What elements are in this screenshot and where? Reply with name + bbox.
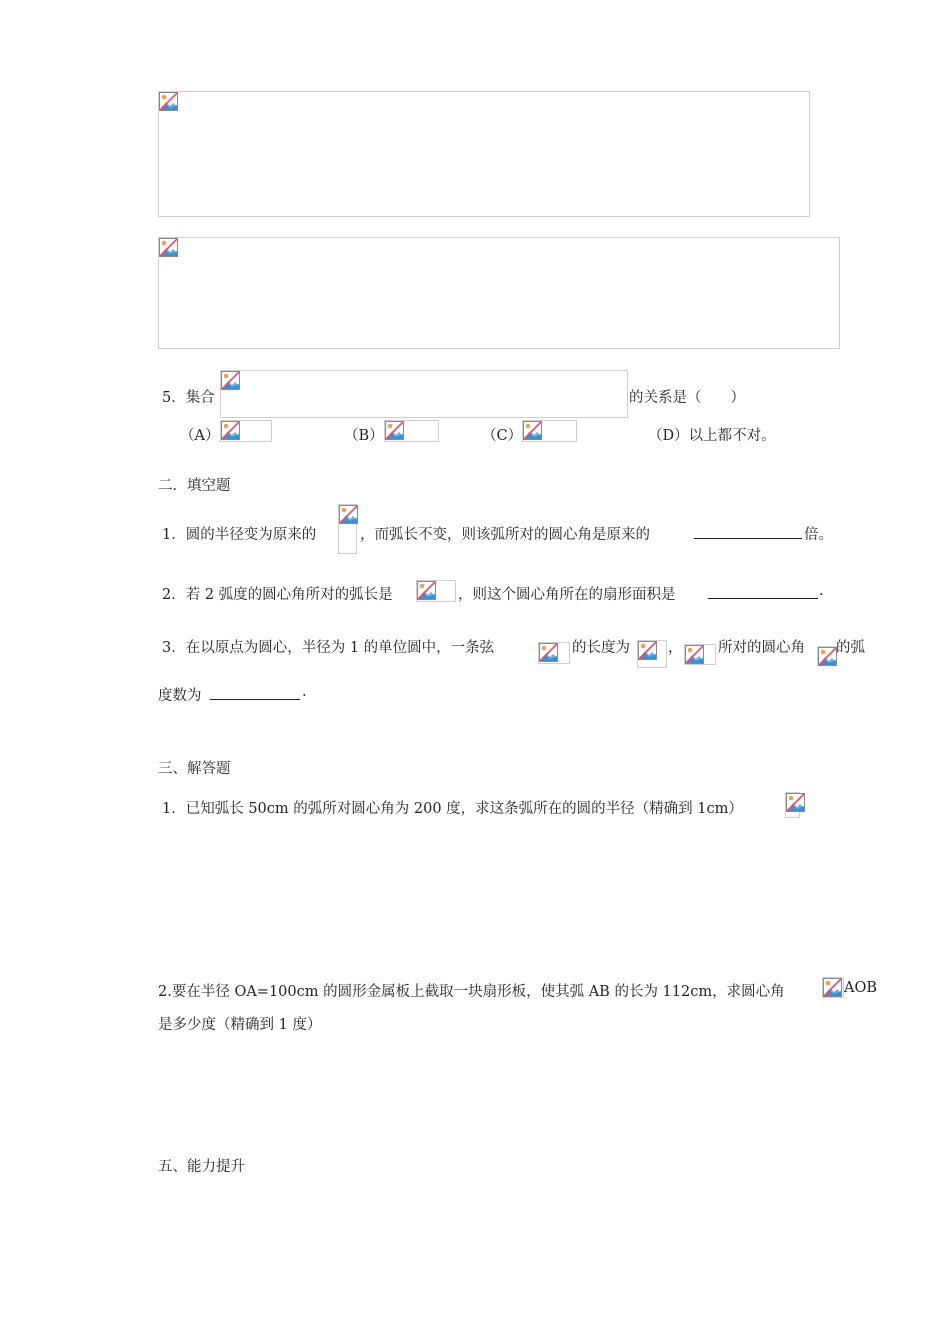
broken-image-icon xyxy=(685,645,704,664)
broken-image-icon xyxy=(417,581,436,600)
broken-image-icon xyxy=(221,371,240,390)
solve-q2-text-b: AOB xyxy=(844,980,878,996)
fill-q3-text-c: ， xyxy=(668,640,683,656)
broken-image-icon xyxy=(523,421,542,440)
broken-image-icon xyxy=(638,641,657,660)
fill-q3-text-b: 的长度为 xyxy=(572,640,630,656)
image-placeholder-1 xyxy=(158,91,810,217)
fill-q3-chord-image-2 xyxy=(684,644,716,665)
fill-q1-image xyxy=(338,504,357,554)
fill-q1-text-a: 1．圆的半径变为原来的 xyxy=(162,527,317,543)
q5-set-image xyxy=(220,370,628,418)
q5-option-c-image xyxy=(522,420,577,442)
q5-option-a-label: （A） xyxy=(180,428,220,444)
fill-q1-text-c: 倍。 xyxy=(804,527,833,543)
broken-image-icon xyxy=(385,421,404,440)
q5-option-a-image xyxy=(220,420,272,442)
broken-image-icon xyxy=(818,647,837,666)
solve-q1-text: 1．已知弧长 50cm 的弧所对圆心角为 200 度，求这条弧所在的圆的半径（精确到 1cm） xyxy=(162,801,743,817)
broken-image-icon xyxy=(539,643,558,662)
fill-q3-text-g: . xyxy=(302,684,307,700)
fill-q1-blank[interactable] xyxy=(694,524,802,539)
image-placeholder-2 xyxy=(158,237,840,349)
q5-option-d-label: （D）以上都不对。 xyxy=(648,428,776,444)
section3-title: 三、解答题 xyxy=(158,761,231,777)
broken-image-icon xyxy=(786,793,805,812)
fill-q2-text-a: 2．若 2 弧度的圆心角所对的弧长是 xyxy=(162,587,393,603)
solve-q2-text-c: 是多少度（精确到 1 度） xyxy=(158,1017,322,1033)
broken-image-icon xyxy=(221,421,240,440)
broken-image-icon xyxy=(823,978,842,997)
fill-q2-image xyxy=(416,580,456,602)
broken-image-icon xyxy=(339,505,358,524)
fill-q3-text-d: 所对的圆心角 xyxy=(718,640,805,656)
fill-q3-length-image xyxy=(637,640,667,668)
fill-q3-angle-image xyxy=(817,646,836,665)
fill-q3-text-a: 3．在以原点为圆心，半径为 1 的单位圆中，一条弦 xyxy=(162,640,495,656)
fill-q2-text-b: ，则这个圆心角所在的扇形面积是 xyxy=(458,587,676,603)
broken-image-icon xyxy=(159,92,178,111)
fill-q3-chord-image xyxy=(538,642,570,664)
q5-option-c-label: （C） xyxy=(482,428,523,444)
q5-option-b-label: （B） xyxy=(344,428,384,444)
solve-q2-text-a: 2.要在半径 OA=100cm 的圆形金属板上截取一块扇形板，使其弧 AB 的长为 112cm，求圆心角 xyxy=(158,984,785,1000)
fill-q3-blank[interactable] xyxy=(210,685,300,700)
solve-q2-angle-image xyxy=(822,977,844,998)
section5-title: 五、能力提升 xyxy=(158,1159,245,1175)
fill-q2-blank[interactable] xyxy=(708,584,818,599)
q5-prefix: 5．集合 xyxy=(162,390,215,406)
fill-q2-text-c: . xyxy=(819,583,824,599)
solve-q1-image xyxy=(785,792,800,818)
fill-q1-text-b: ，而弧长不变，则该弧所对的圆心角是原来的 xyxy=(360,527,650,543)
fill-q3-text-e: 的弧 xyxy=(836,640,865,656)
q5-option-b-image xyxy=(384,420,439,442)
broken-image-icon xyxy=(159,238,178,257)
q5-suffix: 的关系是（ ） xyxy=(629,390,745,406)
fill-q3-text-f: 度数为 xyxy=(158,688,202,704)
section2-title: 二．填空题 xyxy=(158,478,231,494)
